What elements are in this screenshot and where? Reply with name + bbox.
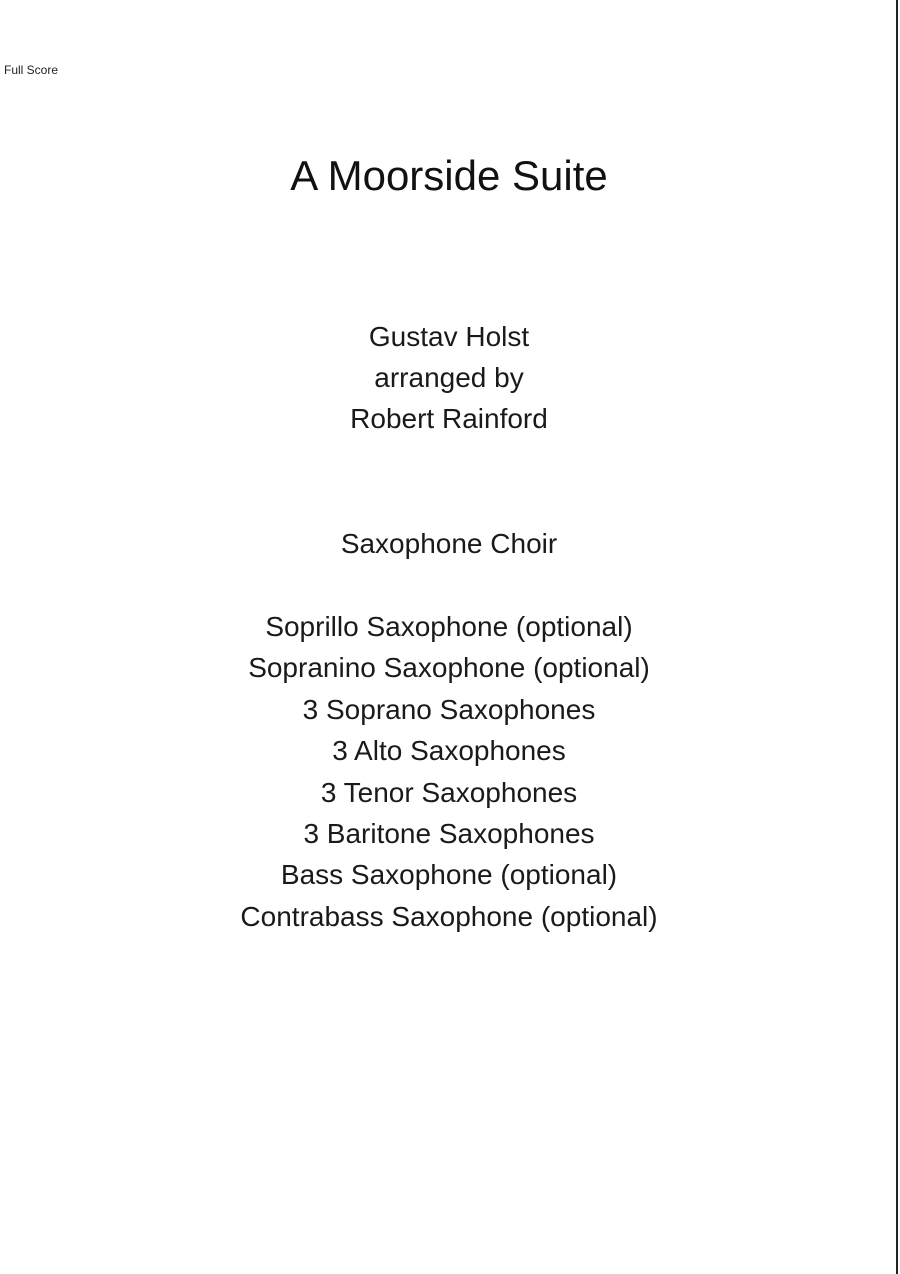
instrument-item: 3 Tenor Saxophones xyxy=(320,776,578,808)
composer-name: Gustav Holst xyxy=(368,321,530,352)
page-title: A Moorside Suite xyxy=(290,152,608,199)
credits-block xyxy=(0,316,898,439)
instrument-item: Soprillo Saxophone (optional) xyxy=(265,611,633,642)
instrument-item: 3 Alto Saxophones xyxy=(332,735,566,767)
instrument-item: Sopranino Saxophone (optional) xyxy=(248,652,650,684)
arranger-name: Robert Rainford xyxy=(350,403,548,434)
full-score-label: Full Score xyxy=(4,63,59,77)
ensemble-name: Saxophone Choir xyxy=(340,528,558,559)
arranged-by-label: arranged by xyxy=(374,362,524,393)
instrument-item: 3 Baritone Saxophones xyxy=(303,818,595,850)
instrument-item: 3 Soprano Saxophones xyxy=(302,693,596,725)
instrumentation-list xyxy=(0,606,898,937)
instrument-item: Contrabass Saxophone (optional) xyxy=(240,900,658,932)
instrument-item: Bass Saxophone (optional) xyxy=(280,859,618,891)
